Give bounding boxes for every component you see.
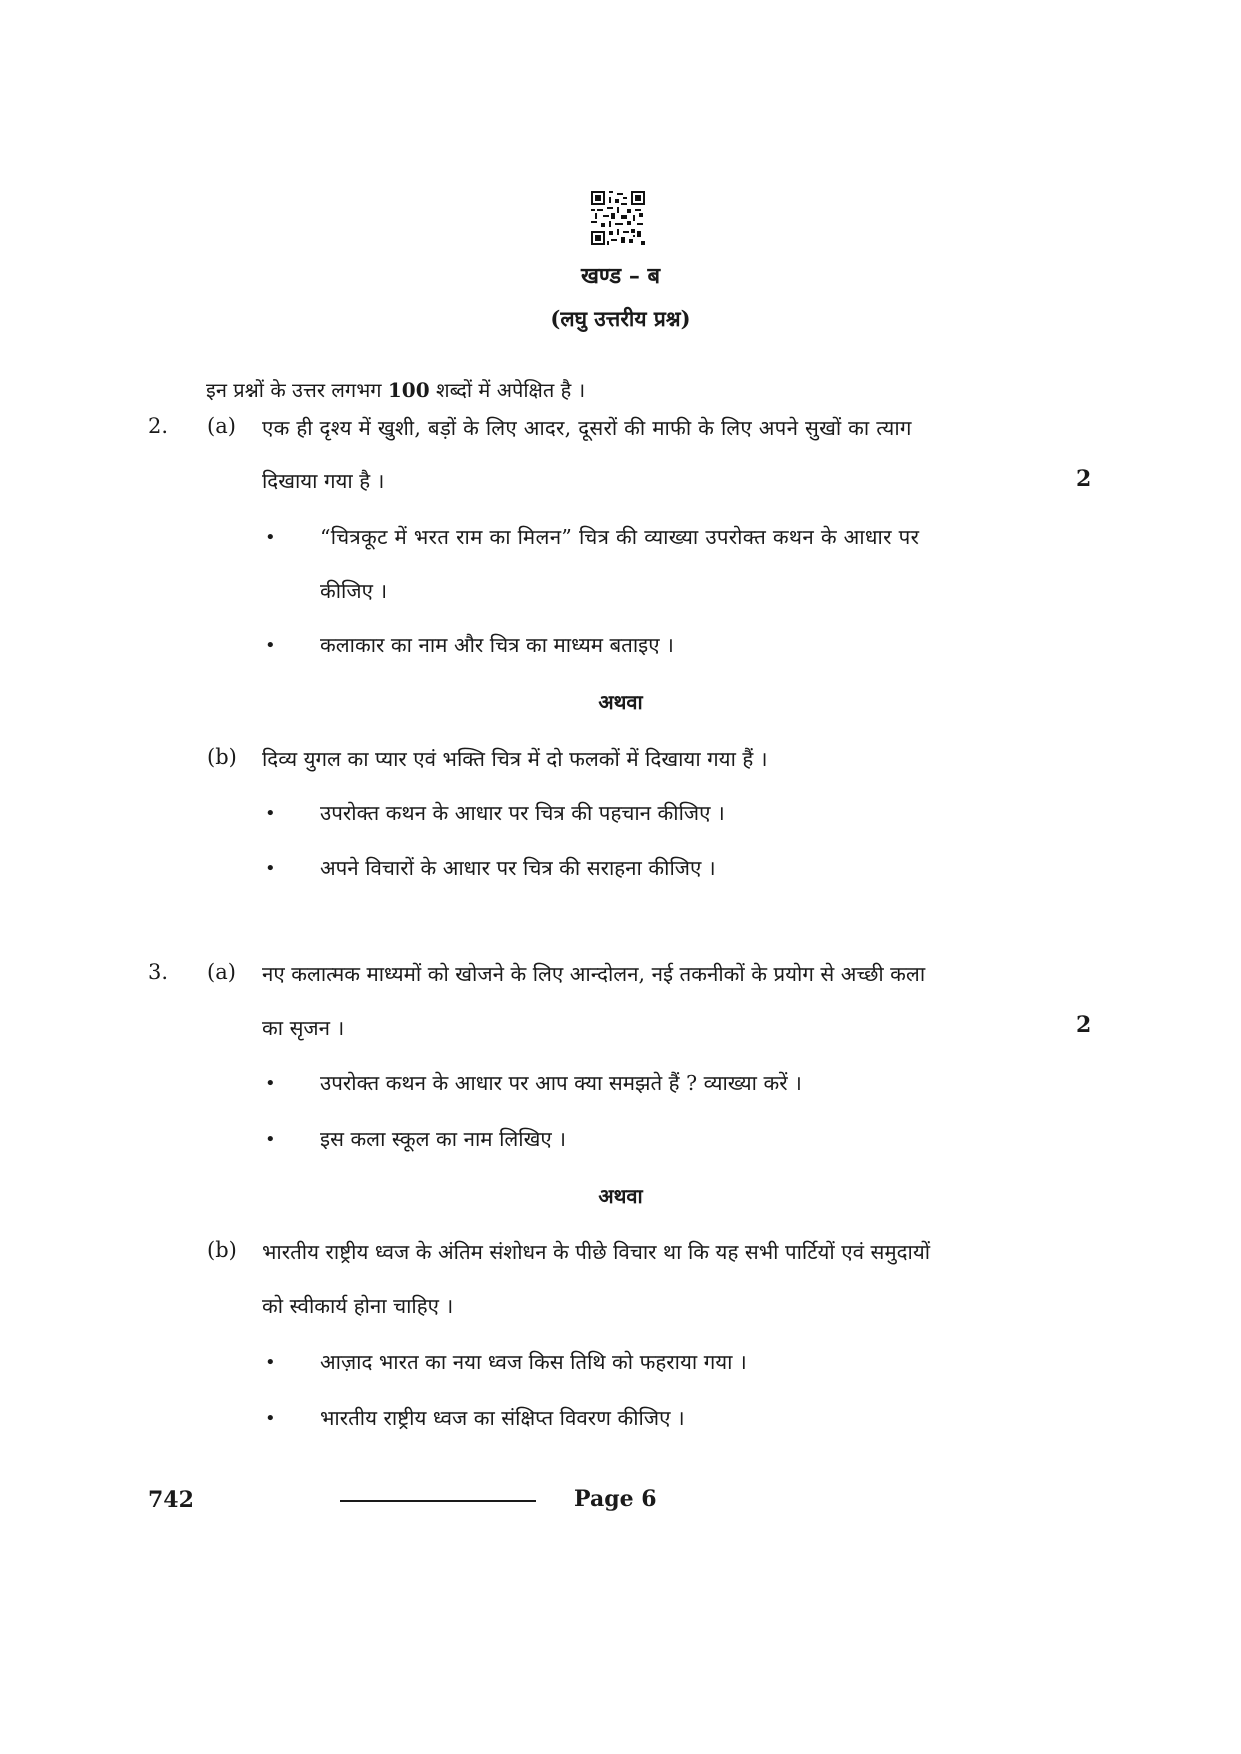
question-text: दिव्य युगल का प्यार एवं भक्ति चित्र में दो फलकों में दिखाया गया हैं । (262, 747, 768, 771)
or-label: अथवा (598, 1184, 643, 1208)
bullet-text: उपरोक्त कथन के आधार पर आप क्या समझते हैं ? व्याख्या करें । (320, 1071, 802, 1095)
instructions: इन प्रश्नों के उत्तर लगभग 100 शब्दों में अपेक्षित है । (206, 378, 586, 402)
bullet-icon: • (265, 1352, 276, 1373)
bullet-text: कीजिए । (320, 579, 388, 603)
part-label: (a) (207, 414, 236, 438)
bullet-icon: • (265, 635, 276, 656)
bullet-text: “चित्रकूट में भरत राम का मिलन” चित्र की व्याख्या उपरोक्त कथन के आधार पर (320, 525, 920, 549)
question-text: को स्वीकार्य होना चाहिए । (262, 1294, 454, 1318)
bullet-icon: • (265, 527, 276, 548)
section-title: खण्ड – ब (580, 263, 661, 289)
marks: 2 (1076, 1012, 1092, 1038)
bullet-icon: • (265, 1073, 276, 1094)
bullet-icon: • (265, 1129, 276, 1150)
question-text: नए कलात्मक माध्यमों को खोजने के लिए आन्दोलन, नई तकनीकों के प्रयोग से अच्छी कला (262, 962, 926, 986)
bullet-text: अपने विचारों के आधार पर चित्र की सराहना कीजिए । (320, 856, 716, 880)
bullet-text: भारतीय राष्ट्रीय ध्वज का संक्षिप्त विवरण कीजिए । (320, 1406, 685, 1430)
section-subtitle: (लघु उत्तरीय प्रश्न) (550, 306, 691, 331)
page-number: Page 6 (574, 1486, 657, 1512)
paper-code: 742 (148, 1487, 194, 1513)
bullet-text: उपरोक्त कथन के आधार पर चित्र की पहचान कीजिए । (320, 801, 725, 825)
bullet-icon: • (265, 1408, 276, 1429)
marks: 2 (1076, 466, 1092, 492)
bullet-text: आज़ाद भारत का नया ध्वज किस तिथि को फहराया गया । (320, 1350, 747, 1374)
part-label: (b) (207, 745, 237, 769)
bullet-icon: • (265, 858, 276, 879)
qr-code (591, 191, 645, 245)
footer-divider (340, 1500, 536, 1502)
question-text: दिखाया गया है । (262, 469, 385, 493)
part-label: (b) (207, 1238, 237, 1262)
question-text: का सृजन । (262, 1016, 345, 1040)
question-number: 3. (148, 960, 169, 984)
bullet-text: कलाकार का नाम और चित्र का माध्यम बताइए । (320, 633, 674, 657)
or-label: अथवा (598, 690, 643, 714)
bullet-icon: • (265, 803, 276, 824)
question-text: एक ही दृश्य में खुशी, बड़ों के लिए आदर, दूसरों की माफी के लिए अपने सुखों का त्याग (262, 416, 912, 440)
bullet-text: इस कला स्कूल का नाम लिखिए । (320, 1127, 566, 1151)
question-text: भारतीय राष्ट्रीय ध्वज के अंतिम संशोधन के पीछे विचार था कि यह सभी पार्टियों एवं समुदायों (262, 1240, 931, 1264)
part-label: (a) (207, 960, 236, 984)
question-number: 2. (148, 414, 169, 438)
